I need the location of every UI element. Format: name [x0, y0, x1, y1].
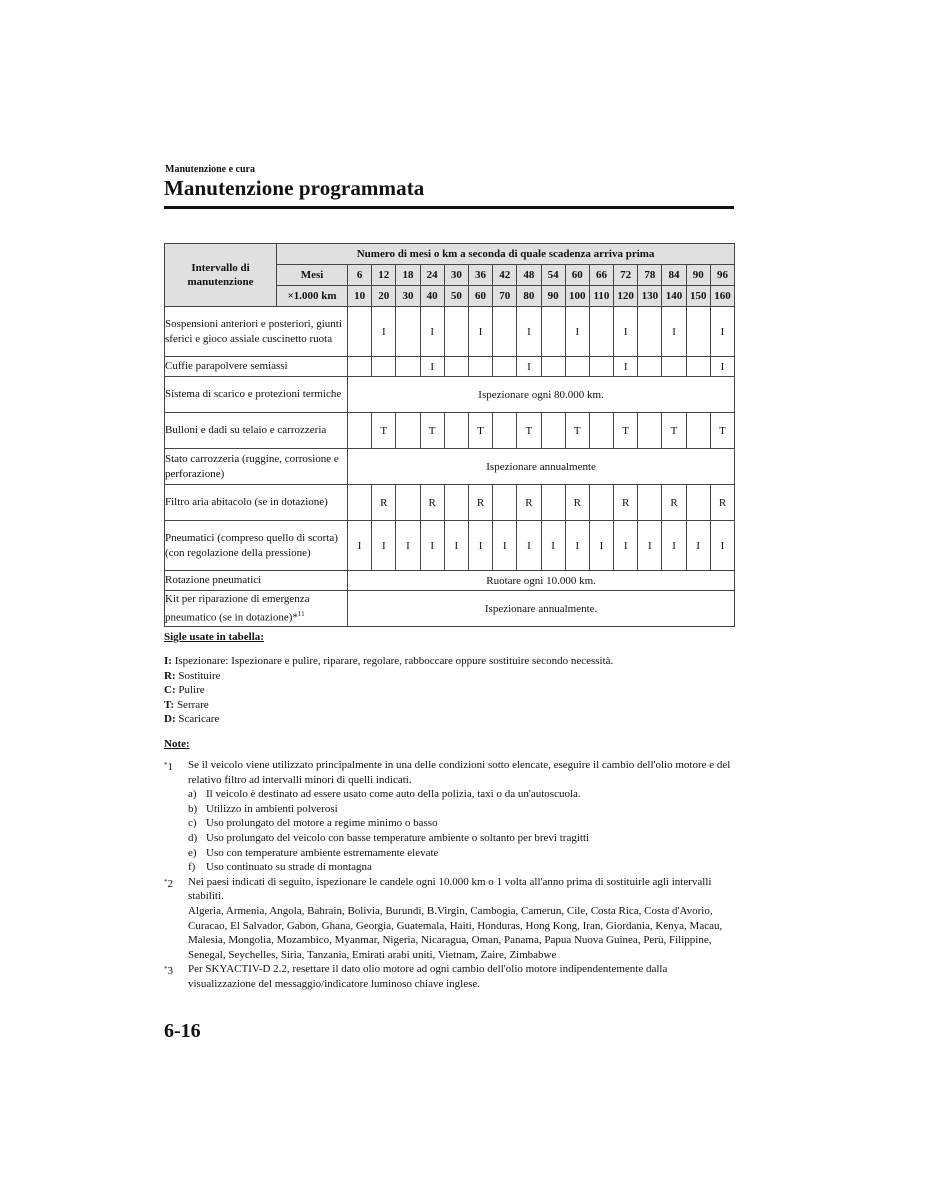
schedule-cell: [493, 307, 517, 357]
schedule-cell: I: [614, 357, 638, 377]
table-row: [165, 485, 735, 521]
schedule-cell: R: [662, 485, 686, 521]
schedule-cell: I: [420, 307, 444, 357]
schedule-cell: R: [710, 485, 734, 521]
schedule-cell: [541, 357, 565, 377]
schedule-cell: I: [686, 521, 710, 571]
months-label: Mesi: [277, 265, 348, 286]
schedule-cell: I: [710, 521, 734, 571]
month-header-cell: 90: [686, 265, 710, 286]
table-row: [165, 307, 735, 357]
item-label: Filtro aria abitacolo (se in dotazione): [165, 485, 348, 521]
span-instruction: Ispezionare annualmente: [348, 449, 735, 485]
schedule-cell: [348, 413, 372, 449]
note-text: Per SKYACTIV-D 2.2, resettare il dato olio motore ad ogni cambio dell'olio motore indipendentemente dalla visualizzazione del messaggio/indicatore luminoso chiave inglese.: [188, 963, 668, 990]
schedule-cell: [589, 307, 613, 357]
schedule-cell: R: [468, 485, 492, 521]
month-header-cell: 48: [517, 265, 541, 286]
notes-title: Note:: [164, 738, 190, 750]
note-marker: *2: [164, 877, 173, 890]
table-row: [165, 521, 735, 571]
km-header-cell: 120: [614, 286, 638, 307]
schedule-cell: [589, 413, 613, 449]
km-header-cell: 130: [638, 286, 662, 307]
schedule-cell: I: [493, 521, 517, 571]
note-2: [164, 875, 736, 963]
km-header-cell: 110: [589, 286, 613, 307]
legend-item: R: Sostituire: [164, 669, 221, 682]
month-header-cell: 84: [662, 265, 686, 286]
month-header-cell: 6: [348, 265, 372, 286]
schedule-cell: I: [662, 521, 686, 571]
note-marker: *3: [164, 965, 173, 978]
schedule-cell: [493, 413, 517, 449]
schedule-cell: I: [517, 521, 541, 571]
schedule-cell: [541, 413, 565, 449]
km-header-cell: 70: [493, 286, 517, 307]
note-1: [164, 758, 736, 875]
schedule-cell: [686, 485, 710, 521]
month-header-cell: 36: [468, 265, 492, 286]
schedule-cell: [444, 307, 468, 357]
schedule-cell: [686, 413, 710, 449]
item-label: Pneumatici (compreso quello di scorta) (con regolazione della pressione): [165, 521, 348, 571]
schedule-cell: I: [541, 521, 565, 571]
table-row: [165, 571, 735, 591]
month-header-cell: 42: [493, 265, 517, 286]
schedule-cell: [686, 357, 710, 377]
interval-header: Intervallo di manutenzione: [165, 244, 277, 307]
schedule-cell: [396, 357, 420, 377]
schedule-cell: I: [565, 307, 589, 357]
section-label: Manutenzione e cura: [165, 164, 255, 175]
km-header-cell: 50: [444, 286, 468, 307]
note-marker: *1: [164, 761, 173, 773]
schedule-cell: I: [420, 357, 444, 377]
schedule-cell: [493, 485, 517, 521]
km-header-cell: 140: [662, 286, 686, 307]
item-label: Stato carrozzeria (ruggine, corrosione e perforazione): [165, 449, 348, 485]
schedule-cell: R: [565, 485, 589, 521]
km-header-cell: 30: [396, 286, 420, 307]
month-header-cell: 96: [710, 265, 734, 286]
km-header-cell: 90: [541, 286, 565, 307]
schedule-cell: I: [638, 521, 662, 571]
schedule-cell: I: [396, 521, 420, 571]
span-instruction: Ruotare ogni 10.000 km.: [348, 571, 735, 591]
page-number: 6-16: [164, 1020, 201, 1042]
schedule-cell: I: [468, 307, 492, 357]
schedule-cell: [444, 413, 468, 449]
schedule-cell: I: [710, 357, 734, 377]
legend-item: T: Serrare: [164, 698, 209, 711]
note-sub-item: e) Uso con temperature ambiente estremamente elevate: [188, 846, 439, 859]
schedule-cell: T: [565, 413, 589, 449]
page-title: Manutenzione programmata: [164, 176, 425, 200]
schedule-cell: I: [372, 521, 396, 571]
schedule-cell: [348, 307, 372, 357]
month-header-cell: 18: [396, 265, 420, 286]
schedule-cell: I: [614, 521, 638, 571]
schedule-cell: [396, 485, 420, 521]
schedule-cell: T: [468, 413, 492, 449]
table-header-row: [165, 244, 735, 265]
schedule-cell: R: [614, 485, 638, 521]
km-header-cell: 40: [420, 286, 444, 307]
schedule-cell: [541, 307, 565, 357]
maintenance-schedule-table: [164, 243, 735, 627]
schedule-cell: [638, 485, 662, 521]
note-sub-item: a) Il veicolo è destinato ad essere usato come auto della polizia, taxi o da un'autoscuola.: [188, 788, 581, 801]
schedule-cell: I: [565, 521, 589, 571]
schedule-cell: [468, 357, 492, 377]
schedule-cell: [493, 357, 517, 377]
schedule-cell: I: [589, 521, 613, 571]
legend: [164, 654, 613, 727]
month-header-cell: 78: [638, 265, 662, 286]
table-row: [165, 357, 735, 377]
schedule-cell: [662, 357, 686, 377]
month-header-cell: 60: [565, 265, 589, 286]
item-label: Rotazione pneumatici: [165, 571, 348, 591]
schedule-cell: [444, 357, 468, 377]
schedule-cell: [638, 307, 662, 357]
item-label: Bulloni e dadi su telaio e carrozzeria: [165, 413, 348, 449]
span-instruction: Ispezionare ogni 80.000 km.: [348, 377, 735, 413]
schedule-cell: T: [517, 413, 541, 449]
schedule-cell: [589, 357, 613, 377]
km-header-cell: 160: [710, 286, 734, 307]
notes: [164, 758, 736, 992]
km-header-cell: 20: [372, 286, 396, 307]
item-label: Sistema di scarico e protezioni termiche: [165, 377, 348, 413]
table-row: [165, 377, 735, 413]
schedule-cell: I: [348, 521, 372, 571]
schedule-cell: [638, 357, 662, 377]
schedule-cell: R: [372, 485, 396, 521]
schedule-cell: I: [468, 521, 492, 571]
schedule-cell: [348, 357, 372, 377]
table-row: [165, 449, 735, 485]
schedule-cell: I: [517, 307, 541, 357]
note-text: Se il veicolo viene utilizzato principalmente in una delle condizioni sotto elencate, eseguire il cambio dell'olio motore e del relativo filtro ad intervalli minori di quelli indicati.: [188, 759, 731, 786]
km-header-cell: 10: [348, 286, 372, 307]
km-label: ×1.000 km: [277, 286, 348, 307]
table-row: [165, 413, 735, 449]
schedule-cell: T: [662, 413, 686, 449]
schedule-cell: [396, 307, 420, 357]
legend-item: D: Scaricare: [164, 713, 220, 726]
schedule-cell: I: [420, 521, 444, 571]
schedule-cell: [372, 357, 396, 377]
schedule-cell: [444, 485, 468, 521]
month-header-cell: 24: [420, 265, 444, 286]
country-list: Algeria, Armenia, Angola, Bahrain, Bolivia, Burundi, B.Virgin, Cambogia, Camerun, Cile, Costa Rica, Costa d'Avorio, Curacao, El Salvador, Gabon, Ghana, Georgia, Guatemala, Haiti, Honduras, Hong Kong, Iran, Giordania, Kenya, Macau, Malesia, Mongolia, Mozambico, Myanmar, Nigeria, Nicaragua, Oman, Panama, Papua Nuova Guinea, Perù, Filippine, Senegal, Seychelles, Siria, Tanzania, Emirati arabi uniti, Vietnam, Zaire, Zimbabwe: [188, 904, 723, 961]
item-label: Cuffie parapolvere semiassi: [165, 357, 348, 377]
legend-item: C: Pulire: [164, 684, 205, 697]
note-3: [164, 962, 736, 991]
schedule-cell: I: [372, 307, 396, 357]
schedule-cell: I: [710, 307, 734, 357]
schedule-cell: [541, 485, 565, 521]
schedule-cell: T: [372, 413, 396, 449]
schedule-cell: I: [517, 357, 541, 377]
item-label: Kit per riparazione di emergenza pneumatico (se in dotazione)*$^{11}$: [165, 591, 348, 627]
schedule-cell: I: [444, 521, 468, 571]
item-label: Sospensioni anteriori e posteriori, giunti sferici e gioco assiale cuscinetto ruota: [165, 307, 348, 357]
km-header-cell: 60: [468, 286, 492, 307]
schedule-cell: [348, 485, 372, 521]
schedule-cell: [396, 413, 420, 449]
schedule-cell: T: [710, 413, 734, 449]
legend-item: I: Ispezionare: Ispezionare e pulire, riparare, regolare, rabboccare oppure sostituire secondo necessità.: [164, 655, 614, 667]
note-sub-item: d) Uso prolungato del veicolo con basse temperature ambiente o soltanto per brevi tragitti: [188, 831, 590, 844]
schedule-cell: R: [420, 485, 444, 521]
schedule-cell: T: [420, 413, 444, 449]
span-header: Numero di mesi o km a seconda di quale scadenza arriva prima: [277, 244, 735, 265]
month-header-cell: 30: [444, 265, 468, 286]
table-row: [165, 591, 735, 627]
note-sub-item: f) Uso continuato su strade di montagna: [188, 861, 372, 874]
month-header-cell: 72: [614, 265, 638, 286]
span-instruction: Ispezionare annualmente.: [348, 591, 735, 627]
note-text: Nei paesi indicati di seguito, ispezionare le candele ogni 10.000 km o 1 volta all'anno prima di sostituirle agli intervalli stabiliti.: [188, 875, 712, 903]
legend-title: Sigle usate in tabella:: [164, 631, 264, 643]
schedule-cell: [638, 413, 662, 449]
month-header-cell: 12: [372, 265, 396, 286]
schedule-cell: T: [614, 413, 638, 449]
km-header-cell: 150: [686, 286, 710, 307]
schedule-cell: [565, 357, 589, 377]
schedule-cell: R: [517, 485, 541, 521]
title-divider: [164, 206, 734, 209]
month-header-cell: 54: [541, 265, 565, 286]
note-sub-item: c) Uso prolungato del motore a regime minimo o basso: [188, 817, 438, 830]
km-header-cell: 100: [565, 286, 589, 307]
schedule-cell: I: [614, 307, 638, 357]
schedule-cell: [589, 485, 613, 521]
km-header-cell: 80: [517, 286, 541, 307]
note-sub-item: b) Utilizzo in ambienti polverosi: [188, 802, 338, 815]
month-header-cell: 66: [589, 265, 613, 286]
schedule-cell: [686, 307, 710, 357]
schedule-cell: I: [662, 307, 686, 357]
